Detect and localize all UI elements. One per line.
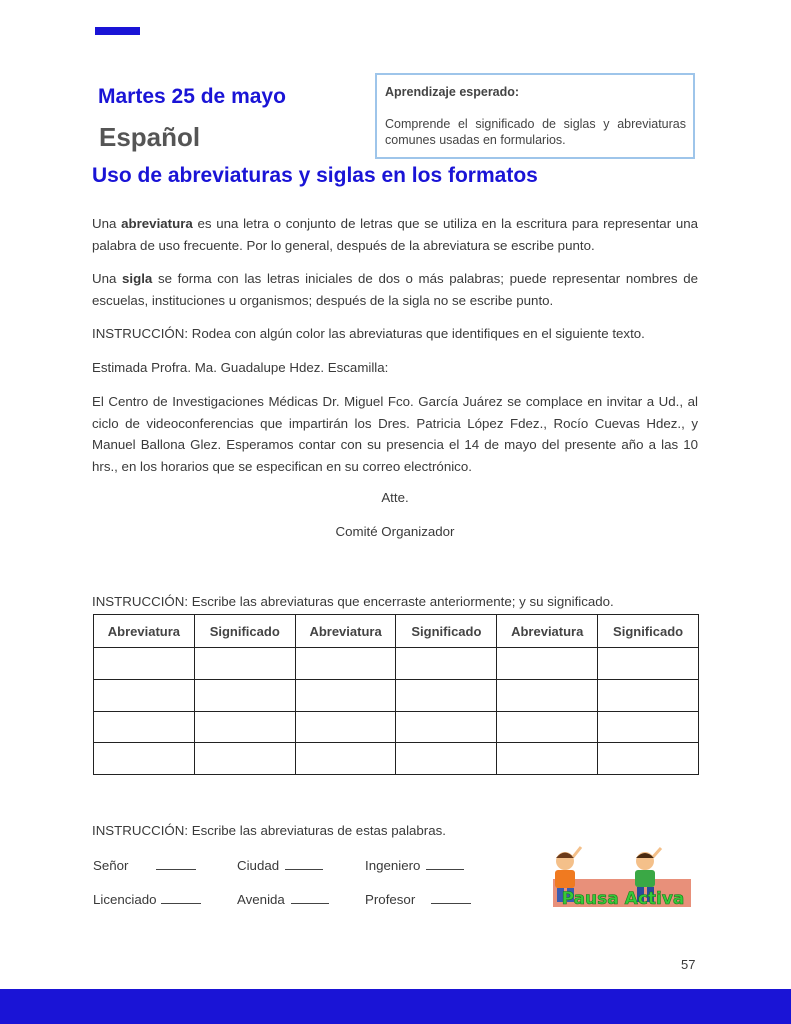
table-header: Abreviatura bbox=[497, 615, 598, 648]
table-header: Abreviatura bbox=[295, 615, 396, 648]
subject-heading: Español bbox=[99, 122, 201, 152]
pausa-activa-text: Pausa Activa bbox=[561, 889, 685, 909]
table-cell[interactable] bbox=[598, 648, 699, 680]
para2-before: Una bbox=[92, 271, 123, 286]
table-cell[interactable] bbox=[396, 743, 497, 775]
word-field-avenida bbox=[237, 891, 329, 907]
table-row bbox=[94, 743, 699, 775]
para2-term: sigla bbox=[122, 271, 153, 286]
table-cell[interactable] bbox=[94, 711, 195, 743]
table-header: Significado bbox=[598, 615, 699, 648]
table-cell[interactable] bbox=[396, 679, 497, 711]
table-cell[interactable] bbox=[194, 679, 295, 711]
table-cell[interactable] bbox=[598, 679, 699, 711]
instruction-table: INSTRUCCIÓN: Escribe las abreviaturas que encerraste anteriormente; y su significado. bbox=[92, 594, 614, 609]
table-cell[interactable] bbox=[598, 743, 699, 775]
learning-box-text: Comprende el significado de siglas y abreviaturas comunes usadas en formularios. bbox=[385, 117, 686, 147]
table-cell[interactable] bbox=[598, 711, 699, 743]
table-header: Significado bbox=[396, 615, 497, 648]
word-label: Profesor bbox=[365, 892, 416, 907]
word-field-licenciado bbox=[93, 891, 201, 907]
answer-blank[interactable] bbox=[426, 857, 464, 870]
table-row bbox=[94, 679, 699, 711]
table-cell[interactable] bbox=[497, 648, 598, 680]
para1-before: Una bbox=[92, 216, 122, 231]
word-field-ingeniero bbox=[365, 857, 464, 873]
table-cell[interactable] bbox=[497, 711, 598, 743]
instruction-circle: INSTRUCCIÓN: Rodea con algún color las abreviaturas que identifiques en el siguiente texto. bbox=[92, 326, 645, 341]
abbreviation-table bbox=[93, 614, 699, 775]
table-header: Significado bbox=[194, 615, 295, 648]
word-label: Ciudad bbox=[237, 858, 280, 873]
table-cell[interactable] bbox=[396, 648, 497, 680]
table-cell[interactable] bbox=[295, 743, 396, 775]
date-heading: Martes 25 de mayo bbox=[98, 85, 286, 108]
table-row bbox=[94, 648, 699, 680]
top-accent-bar bbox=[95, 27, 140, 35]
letter-greeting: Estimada Profra. Ma. Guadalupe Hdez. Escamilla: bbox=[92, 360, 389, 375]
instruction-words: INSTRUCCIÓN: Escribe las abreviaturas de estas palabras. bbox=[92, 823, 446, 838]
table-row bbox=[94, 711, 699, 743]
word-field-ciudad bbox=[237, 857, 323, 873]
table-cell[interactable] bbox=[396, 711, 497, 743]
para1-after: es una letra o conjunto de letras que se utiliza en la escritura para representar una palabra de uso frecuente. Por lo general, después de la abreviatura se escribe punto. bbox=[92, 216, 699, 253]
word-label: Avenida bbox=[237, 892, 285, 907]
word-field-profesor bbox=[365, 891, 471, 907]
table-header: Abreviatura bbox=[94, 615, 195, 648]
answer-blank[interactable] bbox=[431, 891, 471, 904]
table-cell[interactable] bbox=[497, 679, 598, 711]
table-cell[interactable] bbox=[94, 648, 195, 680]
table-cell[interactable] bbox=[194, 743, 295, 775]
table-cell[interactable] bbox=[295, 648, 396, 680]
word-field-senor bbox=[93, 857, 196, 873]
answer-blank[interactable] bbox=[156, 857, 196, 870]
page-number: 57 bbox=[681, 957, 696, 972]
definition-sigla bbox=[92, 268, 698, 311]
para2-after: se forma con las letras iniciales de dos o más palabras; puede representar nombres de escuelas, instituciones u organismos; después de la sigla no se escribe punto. bbox=[92, 271, 698, 308]
table-cell[interactable] bbox=[194, 648, 295, 680]
answer-blank[interactable] bbox=[291, 891, 329, 904]
learning-box-title: Aprendizaje esperado: bbox=[385, 85, 520, 99]
table-cell[interactable] bbox=[94, 743, 195, 775]
table-cell[interactable] bbox=[295, 711, 396, 743]
table-cell[interactable] bbox=[194, 711, 295, 743]
para1-term: abreviatura bbox=[121, 216, 193, 231]
bottom-accent-band bbox=[0, 989, 791, 1024]
lesson-title: Uso de abreviaturas y siglas en los formatos bbox=[92, 164, 538, 187]
letter-signature: Comité Organizador bbox=[335, 524, 455, 539]
table-cell[interactable] bbox=[497, 743, 598, 775]
answer-blank[interactable] bbox=[285, 857, 323, 870]
pausa-activa-logo bbox=[543, 845, 693, 915]
definition-abreviatura bbox=[92, 213, 698, 256]
table-cell[interactable] bbox=[94, 679, 195, 711]
word-label: Licenciado bbox=[93, 892, 157, 907]
letter-body: El Centro de Investigaciones Médicas Dr. Miguel Fco. García Juárez se complace en invitar a Ud., al ciclo de videoconferencias que impartirán los Dres. Patricia López Fdez., Rocío Cuevas Hdez., y Manuel Ballona Glez. Esperamos contar con su presencia el 14 de mayo del presente año a las 10 hrs., en los horarios que se especifican en su correo electrónico. bbox=[92, 394, 698, 474]
word-label: Señor bbox=[93, 858, 129, 873]
answer-blank[interactable] bbox=[161, 891, 201, 904]
letter-closing: Atte. bbox=[381, 490, 409, 505]
table-cell[interactable] bbox=[295, 679, 396, 711]
table-header-row bbox=[94, 615, 699, 648]
learning-box bbox=[375, 73, 695, 159]
word-label: Ingeniero bbox=[365, 858, 421, 873]
